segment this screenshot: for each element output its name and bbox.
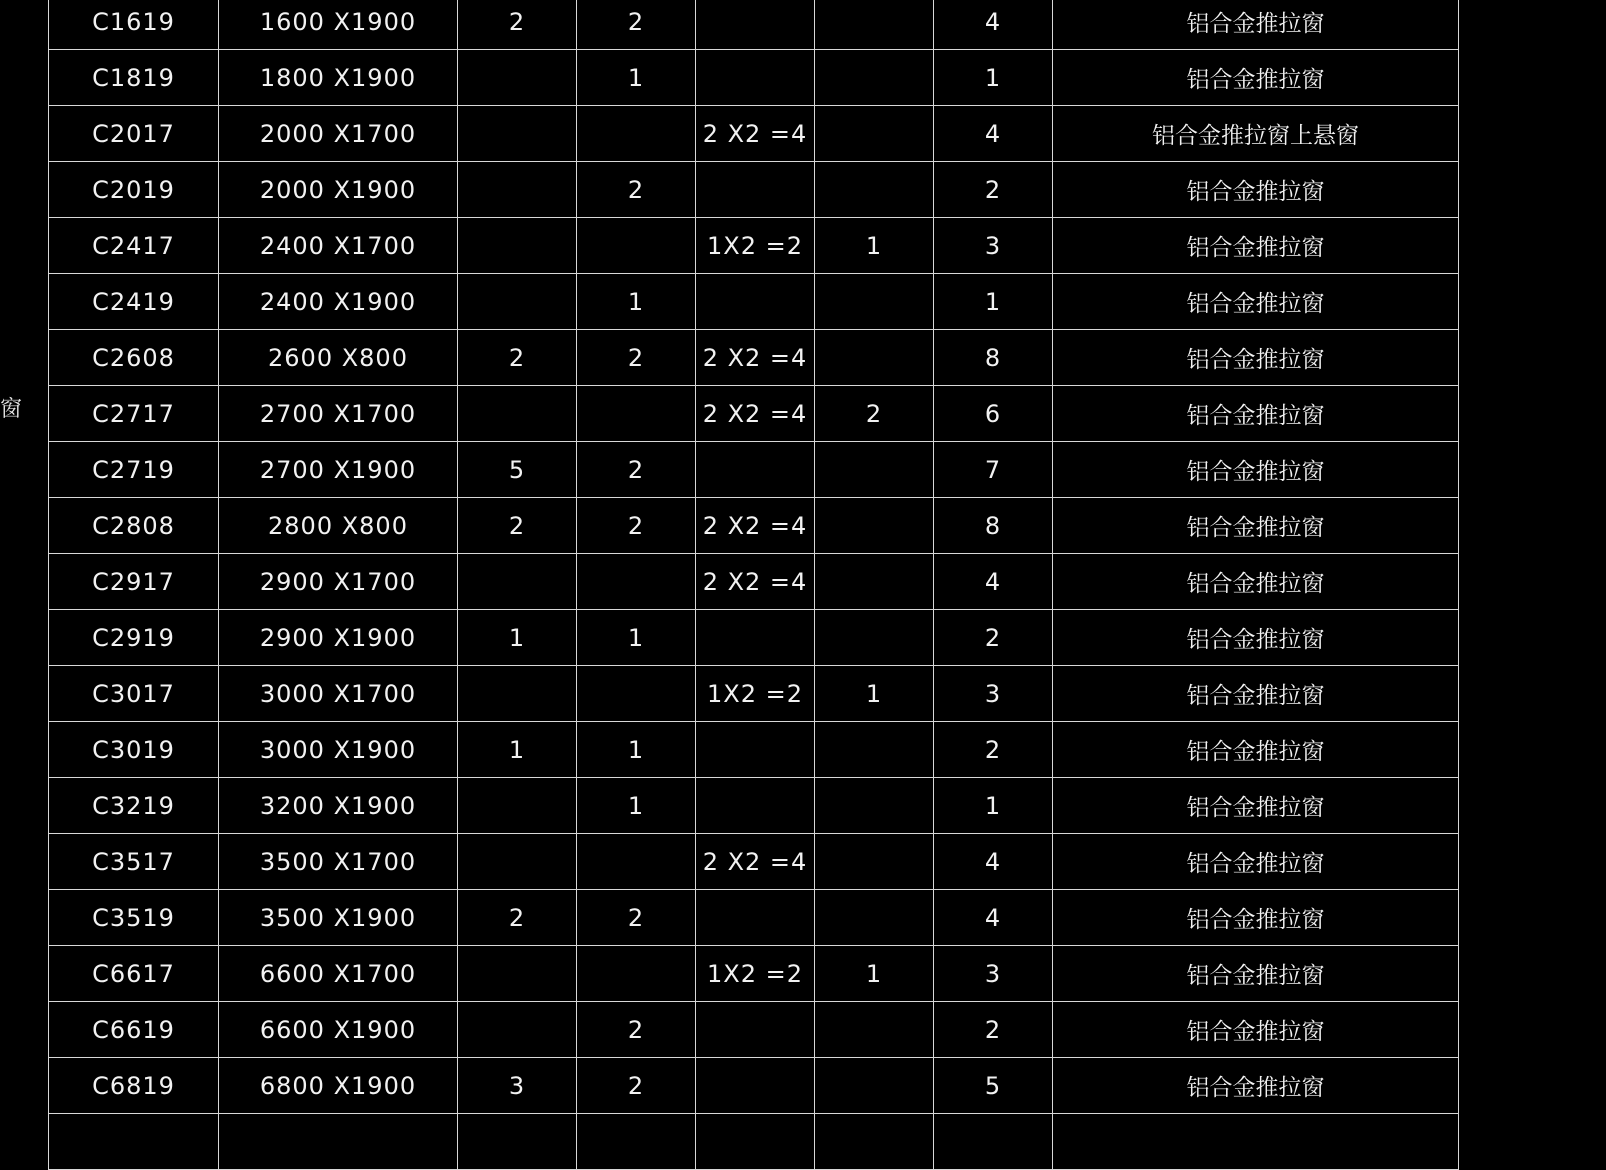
- cell-size: 2900 X1700: [219, 554, 458, 610]
- cell-qty-1: 2: [458, 498, 577, 554]
- cell-size: 3500 X1700: [219, 834, 458, 890]
- cell-code: C3019: [49, 722, 219, 778]
- cell-qty-4: [815, 1058, 934, 1114]
- cell-qty-2: 1: [577, 610, 696, 666]
- cell-size: 2800 X800: [219, 498, 458, 554]
- cell-note: 铝合金推拉窗: [1053, 162, 1459, 218]
- cell-qty-1: [458, 218, 577, 274]
- cell-code: C2808: [49, 498, 219, 554]
- category-label-window: 窗: [0, 397, 23, 422]
- cell-qty-4: [815, 274, 934, 330]
- cell-note: 铝合金推拉窗: [1053, 442, 1459, 498]
- cell-code: [49, 1114, 219, 1170]
- cell-note: 铝合金推拉窗: [1053, 50, 1459, 106]
- cell-code: C3017: [49, 666, 219, 722]
- cell-note: 铝合金推拉窗: [1053, 498, 1459, 554]
- cell-size: 2600 X800: [219, 330, 458, 386]
- cell-size: 3000 X1700: [219, 666, 458, 722]
- cell-qty-3: 2 X2 =4: [696, 554, 815, 610]
- cell-qty-1: 2: [458, 0, 577, 50]
- cell-total: 2: [934, 162, 1053, 218]
- cell-qty-1: [458, 834, 577, 890]
- cell-qty-1: 5: [458, 442, 577, 498]
- cell-qty-1: 3: [458, 1058, 577, 1114]
- cell-qty-4: [815, 442, 934, 498]
- table-row[interactable]: [49, 778, 1459, 834]
- table-row[interactable]: [49, 666, 1459, 722]
- cell-qty-3: [696, 162, 815, 218]
- cell-total: 1: [934, 778, 1053, 834]
- cell-note: 铝合金推拉窗: [1053, 834, 1459, 890]
- table-row[interactable]: [49, 50, 1459, 106]
- cell-qty-2: [577, 218, 696, 274]
- cell-qty-2: 1: [577, 778, 696, 834]
- cell-qty-2: 2: [577, 330, 696, 386]
- cell-qty-3: 2 X2 =4: [696, 106, 815, 162]
- cell-qty-1: [458, 50, 577, 106]
- cell-size: [219, 1114, 458, 1170]
- cell-qty-4: [815, 50, 934, 106]
- cell-qty-1: [458, 274, 577, 330]
- cell-total: 2: [934, 610, 1053, 666]
- cell-qty-4: [815, 162, 934, 218]
- cell-total: 2: [934, 722, 1053, 778]
- cell-size: 3500 X1900: [219, 890, 458, 946]
- cell-size: 1800 X1900: [219, 50, 458, 106]
- cell-qty-2: 2: [577, 162, 696, 218]
- cell-qty-3: [696, 50, 815, 106]
- table-row[interactable]: [49, 722, 1459, 778]
- table-row[interactable]: [49, 890, 1459, 946]
- cell-total: 5: [934, 1058, 1053, 1114]
- cell-note: [1053, 1114, 1459, 1170]
- cell-total: 4: [934, 890, 1053, 946]
- cell-qty-2: [577, 554, 696, 610]
- cell-qty-2: [577, 106, 696, 162]
- cell-total: 4: [934, 554, 1053, 610]
- cell-code: C6617: [49, 946, 219, 1002]
- cell-code: C3519: [49, 890, 219, 946]
- cell-size: 2900 X1900: [219, 610, 458, 666]
- table-row[interactable]: [49, 274, 1459, 330]
- cell-qty-3: 1X2 =2: [696, 218, 815, 274]
- window-schedule-table[interactable]: [48, 0, 1459, 1170]
- cell-qty-4: [815, 0, 934, 50]
- cell-qty-2: 2: [577, 0, 696, 50]
- cell-code: C2608: [49, 330, 219, 386]
- cell-code: C6619: [49, 1002, 219, 1058]
- cell-code: C2719: [49, 442, 219, 498]
- cell-size: 1600 X1900: [219, 0, 458, 50]
- cell-qty-2: [577, 1114, 696, 1170]
- cell-total: 3: [934, 666, 1053, 722]
- cell-qty-3: 1X2 =2: [696, 666, 815, 722]
- table-row[interactable]: [49, 330, 1459, 386]
- cell-size: 2700 X1900: [219, 442, 458, 498]
- cell-total: 2: [934, 1002, 1053, 1058]
- cell-qty-3: [696, 890, 815, 946]
- table-row[interactable]: [49, 1114, 1459, 1170]
- cell-total: 3: [934, 218, 1053, 274]
- cell-qty-4: [815, 834, 934, 890]
- cell-total: 1: [934, 50, 1053, 106]
- cell-note: 铝合金推拉窗: [1053, 0, 1459, 50]
- cell-qty-1: 2: [458, 890, 577, 946]
- cell-qty-3: [696, 274, 815, 330]
- cell-size: 2400 X1900: [219, 274, 458, 330]
- cell-qty-3: 2 X2 =4: [696, 834, 815, 890]
- cell-note: 铝合金推拉窗: [1053, 554, 1459, 610]
- cell-total: 7: [934, 442, 1053, 498]
- table-row[interactable]: [49, 0, 1459, 50]
- cell-code: C2017: [49, 106, 219, 162]
- cell-qty-1: [458, 666, 577, 722]
- cell-note: 铝合金推拉窗: [1053, 386, 1459, 442]
- cell-qty-4: [815, 722, 934, 778]
- cell-size: 2400 X1700: [219, 218, 458, 274]
- cell-qty-3: [696, 0, 815, 50]
- cell-qty-4: [815, 890, 934, 946]
- cell-size: 3000 X1900: [219, 722, 458, 778]
- cell-total: 8: [934, 498, 1053, 554]
- cell-qty-3: 2 X2 =4: [696, 386, 815, 442]
- cell-note: 铝合金推拉窗: [1053, 722, 1459, 778]
- cell-code: C6819: [49, 1058, 219, 1114]
- cell-code: C2917: [49, 554, 219, 610]
- cell-size: 2000 X1700: [219, 106, 458, 162]
- table-row[interactable]: [49, 442, 1459, 498]
- cell-qty-4: [815, 498, 934, 554]
- cell-size: 3200 X1900: [219, 778, 458, 834]
- cell-qty-2: 1: [577, 274, 696, 330]
- cell-size: 6600 X1900: [219, 1002, 458, 1058]
- cell-note: 铝合金推拉窗: [1053, 778, 1459, 834]
- cell-qty-4: [815, 1114, 934, 1170]
- cell-qty-2: 2: [577, 1058, 696, 1114]
- cell-code: C2919: [49, 610, 219, 666]
- cell-qty-2: 1: [577, 50, 696, 106]
- table-row[interactable]: [49, 106, 1459, 162]
- cell-total: 4: [934, 106, 1053, 162]
- cell-code: C2419: [49, 274, 219, 330]
- cell-total: 1: [934, 274, 1053, 330]
- cell-qty-4: [815, 610, 934, 666]
- cell-note: 铝合金推拉窗: [1053, 610, 1459, 666]
- cell-qty-1: [458, 778, 577, 834]
- table-row[interactable]: [49, 218, 1459, 274]
- cell-size: 2000 X1900: [219, 162, 458, 218]
- cell-qty-3: [696, 1114, 815, 1170]
- cell-total: 8: [934, 330, 1053, 386]
- cell-size: 6600 X1700: [219, 946, 458, 1002]
- cell-note: 铝合金推拉窗: [1053, 274, 1459, 330]
- cell-qty-3: 2 X2 =4: [696, 498, 815, 554]
- cell-qty-4: [815, 1002, 934, 1058]
- table-row[interactable]: [49, 834, 1459, 890]
- cell-total: [934, 1114, 1053, 1170]
- cell-qty-2: 2: [577, 442, 696, 498]
- cell-qty-3: [696, 1002, 815, 1058]
- cell-qty-3: [696, 778, 815, 834]
- cell-qty-4: 2: [815, 386, 934, 442]
- cell-qty-1: [458, 162, 577, 218]
- cell-qty-3: [696, 610, 815, 666]
- cell-qty-1: [458, 386, 577, 442]
- cell-qty-2: 2: [577, 498, 696, 554]
- cell-qty-1: 2: [458, 330, 577, 386]
- cell-qty-1: 1: [458, 722, 577, 778]
- cell-qty-1: [458, 946, 577, 1002]
- cell-note: 铝合金推拉窗: [1053, 1058, 1459, 1114]
- cell-total: 6: [934, 386, 1053, 442]
- cell-total: 3: [934, 946, 1053, 1002]
- cell-qty-2: 2: [577, 1002, 696, 1058]
- table-row[interactable]: [49, 1002, 1459, 1058]
- cell-qty-2: 2: [577, 890, 696, 946]
- cell-code: C1619: [49, 0, 219, 50]
- cell-note: 铝合金推拉窗: [1053, 218, 1459, 274]
- cell-qty-3: [696, 442, 815, 498]
- table-row[interactable]: [49, 162, 1459, 218]
- cell-qty-1: 1: [458, 610, 577, 666]
- cell-qty-4: [815, 330, 934, 386]
- cell-code: C2019: [49, 162, 219, 218]
- cell-size: 6800 X1900: [219, 1058, 458, 1114]
- cell-qty-4: [815, 554, 934, 610]
- cell-qty-3: 2 X2 =4: [696, 330, 815, 386]
- schedule-body: [49, 0, 1459, 1170]
- cell-qty-3: [696, 1058, 815, 1114]
- cell-note: 铝合金推拉窗: [1053, 946, 1459, 1002]
- cell-size: 2700 X1700: [219, 386, 458, 442]
- cell-qty-3: [696, 722, 815, 778]
- cell-qty-2: [577, 666, 696, 722]
- cell-qty-4: [815, 106, 934, 162]
- cell-note: 铝合金推拉窗: [1053, 1002, 1459, 1058]
- table-row[interactable]: [49, 946, 1459, 1002]
- cell-total: 4: [934, 0, 1053, 50]
- table-row[interactable]: [49, 554, 1459, 610]
- cell-qty-1: [458, 1002, 577, 1058]
- table-row[interactable]: [49, 610, 1459, 666]
- cell-note: 铝合金推拉窗: [1053, 890, 1459, 946]
- cell-code: C2717: [49, 386, 219, 442]
- cell-qty-2: [577, 834, 696, 890]
- cell-code: C3517: [49, 834, 219, 890]
- cell-qty-1: [458, 554, 577, 610]
- cell-code: C1819: [49, 50, 219, 106]
- table-row[interactable]: [49, 498, 1459, 554]
- table-row[interactable]: [49, 386, 1459, 442]
- cell-qty-4: [815, 778, 934, 834]
- cell-qty-1: [458, 106, 577, 162]
- cell-qty-2: [577, 946, 696, 1002]
- cell-qty-2: 1: [577, 722, 696, 778]
- cell-qty-4: 1: [815, 666, 934, 722]
- cell-total: 4: [934, 834, 1053, 890]
- cell-qty-4: 1: [815, 946, 934, 1002]
- cell-qty-3: 1X2 =2: [696, 946, 815, 1002]
- cell-qty-2: [577, 386, 696, 442]
- cell-qty-4: 1: [815, 218, 934, 274]
- cell-qty-1: [458, 1114, 577, 1170]
- cell-note: 铝合金推拉窗: [1053, 666, 1459, 722]
- cell-note: 铝合金推拉窗上悬窗: [1053, 106, 1459, 162]
- cell-code: C3219: [49, 778, 219, 834]
- cell-code: C2417: [49, 218, 219, 274]
- table-row[interactable]: [49, 1058, 1459, 1114]
- cell-note: 铝合金推拉窗: [1053, 330, 1459, 386]
